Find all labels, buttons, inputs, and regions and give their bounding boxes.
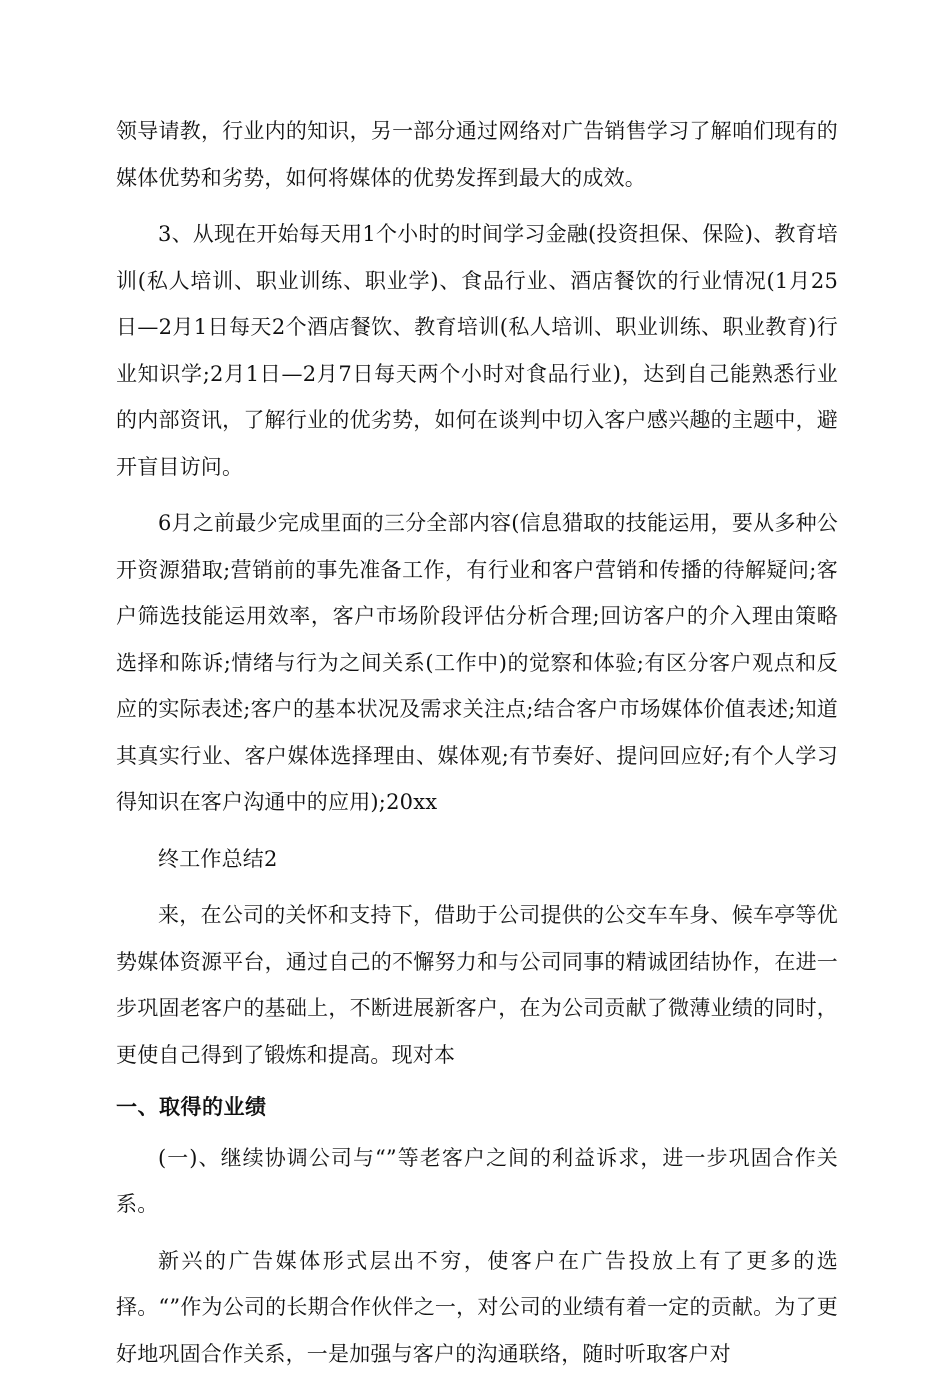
- paragraph-intro: 来，在公司的关怀和支持下，借助于公司提供的公交车车身、候车亭等优势媒体资源平台，通过自己的不懈努力和与公司同事的精诚团结协作，在进一步巩固老客户的基础上，不断进展新客户，在为公司贡献了微薄业绩的同时，更使自己得到了锻炼和提高。现对本: [116, 892, 838, 1078]
- document-page: [116, 108, 838, 1377]
- paragraph-client-coordination: (一)、继续协调公司与“”等老客户之间的利益诉求，进一步巩固合作关系。: [116, 1135, 838, 1228]
- paragraph-new-media: 新兴的广告媒体形式层出不穷，使客户在广告投放上有了更多的选择。“”作为公司的长期合作伙伴之一，对公司的业绩有着一定的贡献。为了更好地巩固合作关系，一是加强与客户的沟通联络，随时听取客户对: [116, 1238, 838, 1377]
- section-heading-achievements: 一、取得的业绩: [116, 1084, 838, 1131]
- paragraph-study-plan: 3、从现在开始每天用1个小时的时间学习金融(投资担保、保险)、教育培训(私人培训、职业训练、职业学)、食品行业、酒店餐饮的行业情况(1月25日—2月1日每天2个酒店餐饮、教育培训(私人培训、职业训练、职业教育)行业知识学;2月1日—2月7日每天两个小时对食品行业)，达到自己能熟悉行业的内部资讯，了解行业的优劣势，如何在谈判中切入客户感兴趣的主题中，避开盲目访问。: [116, 211, 838, 490]
- paragraph-summary-title: 终工作总结2: [116, 836, 838, 883]
- paragraph-continued: 领导请教，行业内的知识，另一部分通过网络对广告销售学习了解咱们现有的媒体优势和劣势，如何将媒体的优势发挥到最大的成效。: [116, 108, 838, 201]
- paragraph-june-goals: 6月之前最少完成里面的三分全部内容(信息猎取的技能运用，要从多种公开资源猎取;营销前的事先准备工作，有行业和客户营销和传播的待解疑问;客户筛选技能运用效率，客户市场阶段评估分析合理;回访客户的介入理由策略选择和陈诉;情绪与行为之间关系(工作中)的觉察和体验;有区分客户观点和反应的实际表述;客户的基本状况及需求关注点;结合客户市场媒体价值表述;知道其真实行业、客户媒体选择理由、媒体观;有节奏好、提问回应好;有个人学习得知识在客户沟通中的应用);20xx: [116, 500, 838, 826]
